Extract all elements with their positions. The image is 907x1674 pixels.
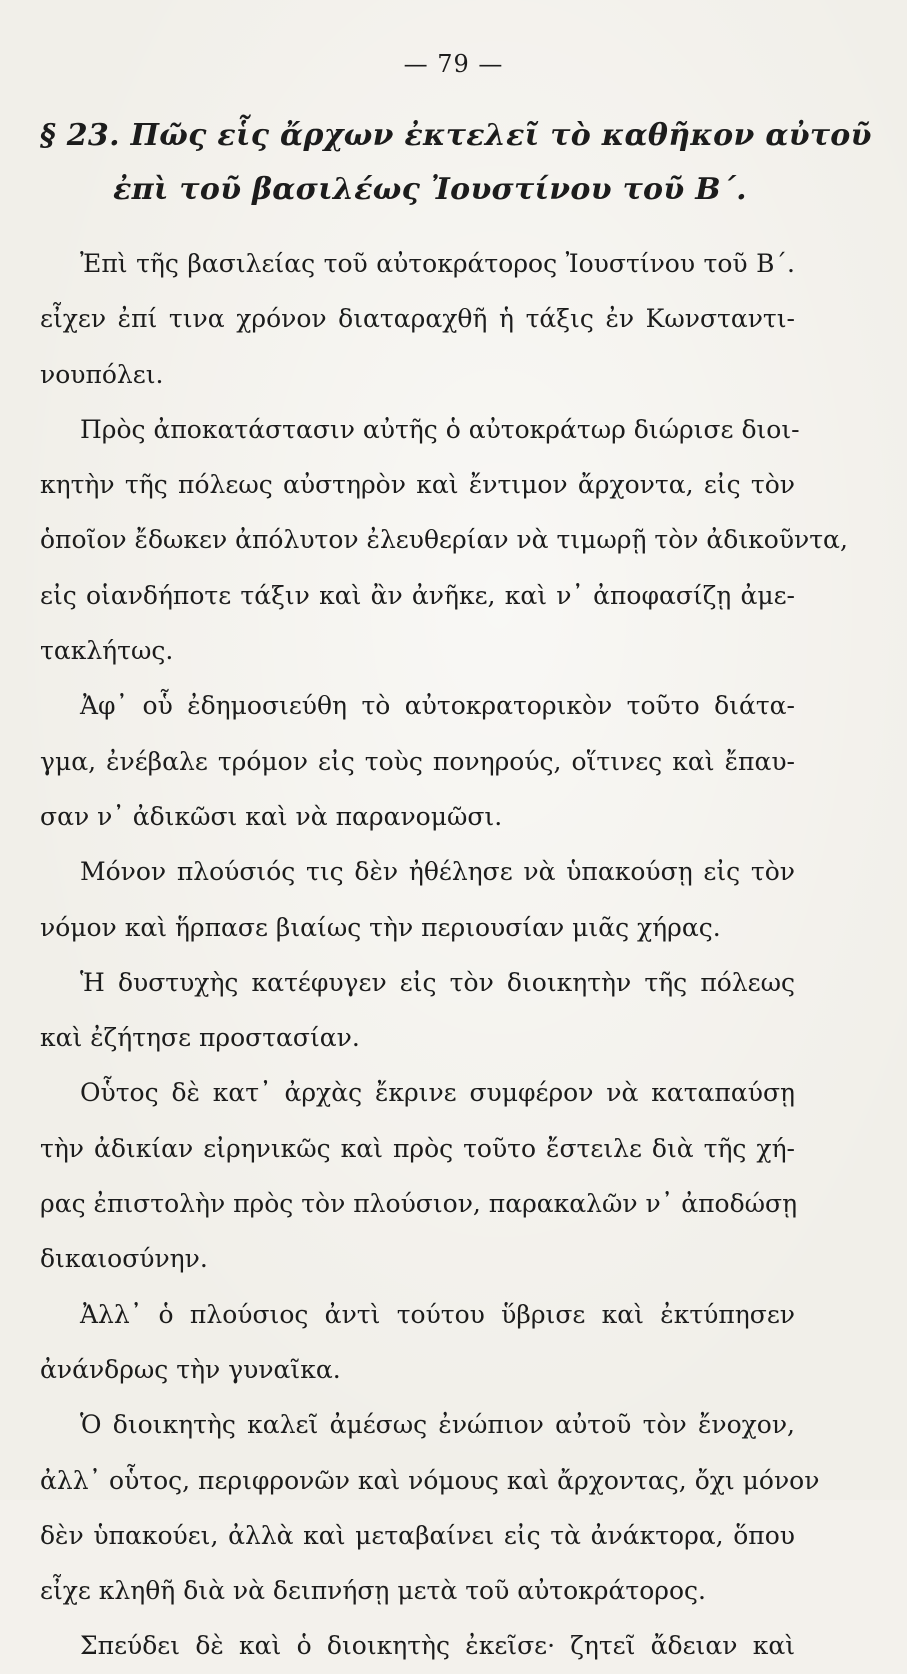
text-line: καὶ ἐζήτησε προστασίαν. xyxy=(40,1023,360,1053)
body-text xyxy=(40,236,848,1674)
text-line: Ὁ διοικητὴς καλεῖ ἀμέσως ἐνώπιον αὐτοῦ τὸν ἔνοχον, xyxy=(80,1410,795,1440)
text-line: Πρὸς ἀποκατάστασιν αὐτῆς ὁ αὐτοκράτωρ διώρισε διοι- xyxy=(80,414,800,444)
text-line: νουπόλει. xyxy=(40,359,164,389)
text-line: σαν ν᾿ ἀδικῶσι καὶ νὰ παρανομῶσι. xyxy=(40,801,503,831)
text-line: Μόνον πλούσιός τις δὲν ἠθέλησε νὰ ὑπακούσῃ εἰς τὸν xyxy=(80,857,795,887)
section-heading-line-2: ἐπὶ τοῦ βασιλέως Ἰουστίνου τοῦ Β΄. xyxy=(113,172,747,207)
text-line: ρας ἐπιστολὴν πρὸς τὸν πλούσιον, παρακαλῶν ν᾿ ἀποδώσῃ xyxy=(40,1189,798,1219)
section-heading-line-1: § 23. Πῶς εἷς ἄρχων ἐκτελεῖ τὸ καθῆκον αὐτοῦ xyxy=(40,118,872,153)
text-line: κητὴν τῆς πόλεως αὐστηρὸν καὶ ἔντιμον ἄρχοντα, εἰς τὸν xyxy=(40,470,795,500)
text-line: Σπεύδει δὲ καὶ ὁ διοικητὴς ἐκεῖσε· ζητεῖ ἄδειαν καὶ xyxy=(80,1631,795,1661)
text-line: εἰς οἱανδήποτε τάξιν καὶ ἂν ἀνῆκε, καὶ ν᾿ ἀποφασίζῃ ἀμε- xyxy=(40,580,795,610)
text-line: δὲν ὑπακούει, ἀλλὰ καὶ μεταβαίνει εἰς τὰ ἀνάκτορα, ὅπου xyxy=(40,1520,795,1550)
text-line: Ἀφ᾿ οὗ ἐδημοσιεύθη τὸ αὐτοκρατορικὸν τοῦτο διάτα- xyxy=(80,691,795,721)
text-line: Ἡ δυστυχὴς κατέφυγεν εἰς τὸν διοικητὴν τῆς πόλεως xyxy=(80,967,795,997)
text-line: τὴν ἀδικίαν εἰρηνικῶς καὶ πρὸς τοῦτο ἔστειλε διὰ τῆς χή- xyxy=(40,1133,795,1163)
text-line: Ἐπὶ τῆς βασιλείας τοῦ αὐτοκράτορος Ἰουστίνου τοῦ Β΄. xyxy=(80,249,795,278)
text-line: ἀλλ᾿ οὗτος, περιφρονῶν καὶ νόμους καὶ ἄρχοντας, ὄχι μόνον xyxy=(40,1465,820,1495)
text-line: Οὗτος δὲ κατ᾿ ἀρχὰς ἔκρινε συμφέρον νὰ καταπαύσῃ xyxy=(80,1078,795,1108)
text-line: τακλήτως. xyxy=(40,636,174,666)
text-line: νόμον καὶ ἥρπασε βιαίως τὴν περιουσίαν μιᾶς χήρας. xyxy=(40,912,721,942)
text-line: γμα, ἐνέβαλε τρόμον εἰς τοὺς πονηρούς, οἵτινες καὶ ἔπαυ- xyxy=(40,746,795,776)
page-number: — 79 — xyxy=(403,50,504,78)
text-line: εἶχε κληθῆ διὰ νὰ δειπνήσῃ μετὰ τοῦ αὐτοκράτορος. xyxy=(40,1576,706,1606)
text-line: δικαιοσύνην. xyxy=(40,1244,208,1274)
text-line: ὁποῖον ἔδωκεν ἀπόλυτον ἐλευθερίαν νὰ τιμωρῇ τὸν ἀδικοῦντα, xyxy=(40,525,848,555)
text-line: εἶχεν ἐπί τινα χρόνον διαταραχθῆ ἡ τάξις ἐν Κωνσταντι- xyxy=(40,304,795,334)
text-line: Ἀλλ᾿ ὁ πλούσιος ἀντὶ τούτου ὕβρισε καὶ ἐκτύπησεν xyxy=(80,1299,795,1329)
text-line: ἀνάνδρως τὴν γυναῖκα. xyxy=(40,1354,341,1384)
